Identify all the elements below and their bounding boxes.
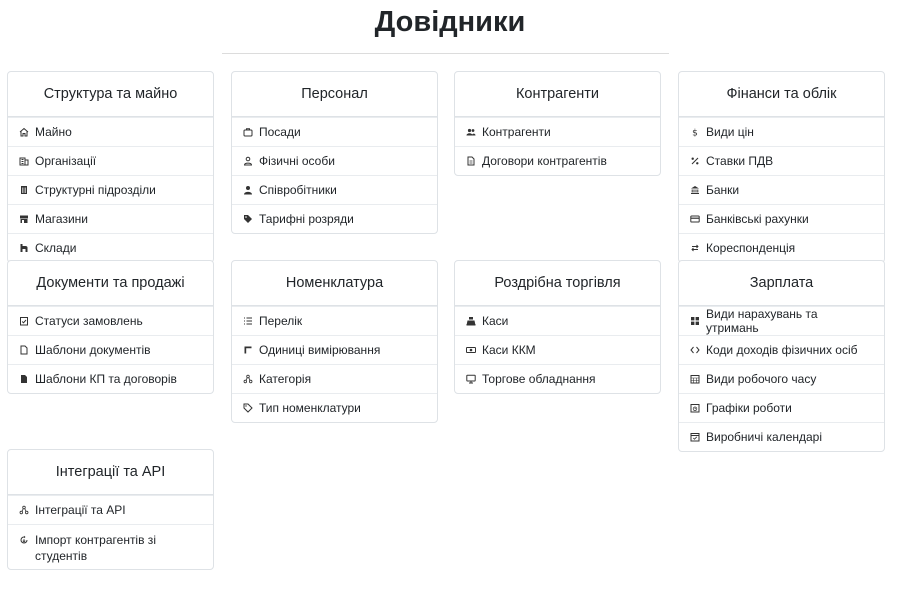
card-header: Персонал	[232, 72, 437, 117]
item-units[interactable]	[232, 335, 437, 364]
list-icon	[243, 316, 253, 326]
person-outline-icon	[243, 156, 253, 166]
item-label: Виробничі календарі	[706, 430, 823, 444]
item-label: Статуси замовлень	[35, 314, 143, 328]
item-label: Імпорт контрагентів зі студентів	[35, 533, 156, 563]
card-header: Роздрібна торгівля	[455, 261, 660, 306]
item-trade-equipment[interactable]	[455, 364, 660, 393]
item-correspondence[interactable]	[679, 233, 884, 262]
card-header: Контрагенти	[455, 72, 660, 117]
file-filled-icon	[19, 374, 29, 384]
item-label: Магазини	[35, 212, 88, 226]
item-label: Торгове обладнання	[482, 372, 596, 386]
item-work-time-types[interactable]	[679, 364, 884, 393]
item-production-calendars[interactable]	[679, 422, 884, 451]
item-label: Каси ККМ	[482, 343, 536, 357]
store-icon	[19, 214, 29, 224]
item-nomenclature-type[interactable]	[232, 393, 437, 422]
tag-icon	[243, 403, 253, 413]
building-icon	[19, 156, 29, 166]
item-label: Одиниці вимірювання	[259, 343, 381, 357]
item-positions[interactable]	[232, 117, 437, 146]
cash-register-icon	[466, 316, 476, 326]
code-icon	[690, 345, 700, 355]
item-label: Співробітники	[259, 183, 337, 197]
item-departments[interactable]	[8, 175, 213, 204]
item-accrual-types[interactable]	[679, 306, 884, 335]
import-icon	[19, 535, 29, 545]
card-header: Інтеграції та API	[8, 450, 213, 495]
item-warehouses[interactable]	[8, 233, 213, 262]
credit-card-icon	[690, 214, 700, 224]
item-label: Договори контрагентів	[482, 154, 607, 168]
card-header: Структура та майно	[8, 72, 213, 117]
card-salary	[678, 260, 885, 452]
item-label: Контрагенти	[482, 125, 551, 139]
item-label: Організації	[35, 154, 97, 168]
building-columns-icon	[19, 185, 29, 195]
card-finance	[678, 71, 885, 263]
item-kkm-cash-desks[interactable]	[455, 335, 660, 364]
item-label: Посади	[259, 125, 301, 139]
item-label: Тип номенклатури	[259, 401, 361, 415]
item-individuals[interactable]	[232, 146, 437, 175]
item-integrations-api[interactable]	[8, 495, 213, 524]
file-outline-icon	[19, 345, 29, 355]
grid-icon	[690, 316, 700, 326]
calendar-table-icon	[690, 374, 700, 384]
item-label: Кореспонденція	[706, 241, 796, 255]
item-label: Графіки роботи	[706, 401, 792, 415]
card-header: Документи та продажі	[8, 261, 213, 306]
calendar-clock-icon	[690, 403, 700, 413]
home-icon	[19, 127, 29, 137]
bank-icon	[690, 185, 700, 195]
sitemap-icon	[243, 374, 253, 384]
item-tariff-grades[interactable]	[232, 204, 437, 233]
item-label: Шаблони КП та договорів	[35, 372, 177, 386]
page-title: Довідники	[374, 6, 526, 38]
item-cp-templates[interactable]	[8, 364, 213, 393]
item-order-statuses[interactable]	[8, 306, 213, 335]
card-personnel	[231, 71, 438, 234]
percent-icon	[690, 156, 700, 166]
item-label: Структурні підрозділи	[35, 183, 156, 197]
title-divider	[222, 53, 669, 54]
item-label: Склади	[35, 241, 77, 255]
users-icon	[466, 127, 476, 137]
item-document-templates[interactable]	[8, 335, 213, 364]
item-counterparties[interactable]	[455, 117, 660, 146]
item-vat-rates[interactable]	[679, 146, 884, 175]
clipboard-check-icon	[19, 316, 29, 326]
card-counterparties	[454, 71, 661, 176]
svg-text:$: $	[692, 128, 698, 137]
card-documents-sales	[7, 260, 214, 394]
tags-icon	[243, 214, 253, 224]
item-bank-accounts[interactable]	[679, 204, 884, 233]
monitor-icon	[466, 374, 476, 384]
item-stores[interactable]	[8, 204, 213, 233]
card-header: Фінанси та облік	[679, 72, 884, 117]
warehouse-icon	[19, 243, 29, 253]
item-label: Види робочого часу	[706, 372, 817, 386]
card-retail	[454, 260, 661, 394]
item-label: Тарифні розряди	[259, 212, 354, 226]
item-label: Категорія	[259, 372, 312, 386]
person-filled-icon	[243, 185, 253, 195]
item-organizations[interactable]	[8, 146, 213, 175]
card-nomenclature	[231, 260, 438, 423]
item-label: Майно	[35, 125, 72, 139]
item-price-types[interactable]	[679, 117, 884, 146]
briefcase-icon	[243, 127, 253, 137]
item-category[interactable]	[232, 364, 437, 393]
item-import-counterparties[interactable]	[8, 524, 213, 569]
item-label: Види цін	[706, 125, 754, 139]
item-label: Шаблони документів	[35, 343, 151, 357]
ruler-icon	[243, 345, 253, 355]
item-income-codes[interactable]	[679, 335, 884, 364]
item-cash-desks[interactable]	[455, 306, 660, 335]
item-label: Види нарахувань та утримань	[706, 307, 818, 335]
card-structure-property	[7, 71, 214, 263]
item-label: Каси	[482, 314, 509, 328]
nodes-icon	[19, 505, 29, 515]
item-label: Банки	[706, 183, 740, 197]
arrows-exchange-icon	[690, 243, 700, 253]
item-employees[interactable]	[232, 175, 437, 204]
item-label: Фізичні особи	[259, 154, 335, 168]
item-label: Банківські рахунки	[706, 212, 809, 226]
item-label: Коди доходів фізичних осіб	[706, 343, 858, 357]
card-integrations	[7, 449, 214, 570]
item-label: Інтеграції та API	[35, 503, 126, 517]
item-contracts[interactable]	[455, 146, 660, 175]
card-header: Номенклатура	[232, 261, 437, 306]
item-label: Перелік	[259, 314, 303, 328]
item-property[interactable]	[8, 117, 213, 146]
item-work-schedules[interactable]	[679, 393, 884, 422]
item-label: Ставки ПДВ	[706, 154, 774, 168]
item-banks[interactable]	[679, 175, 884, 204]
item-list[interactable]	[232, 306, 437, 335]
card-header: Зарплата	[679, 261, 884, 306]
calendar-check-icon	[690, 432, 700, 442]
money-bill-icon	[466, 345, 476, 355]
dollar-icon	[690, 127, 700, 137]
document-icon	[466, 156, 476, 166]
